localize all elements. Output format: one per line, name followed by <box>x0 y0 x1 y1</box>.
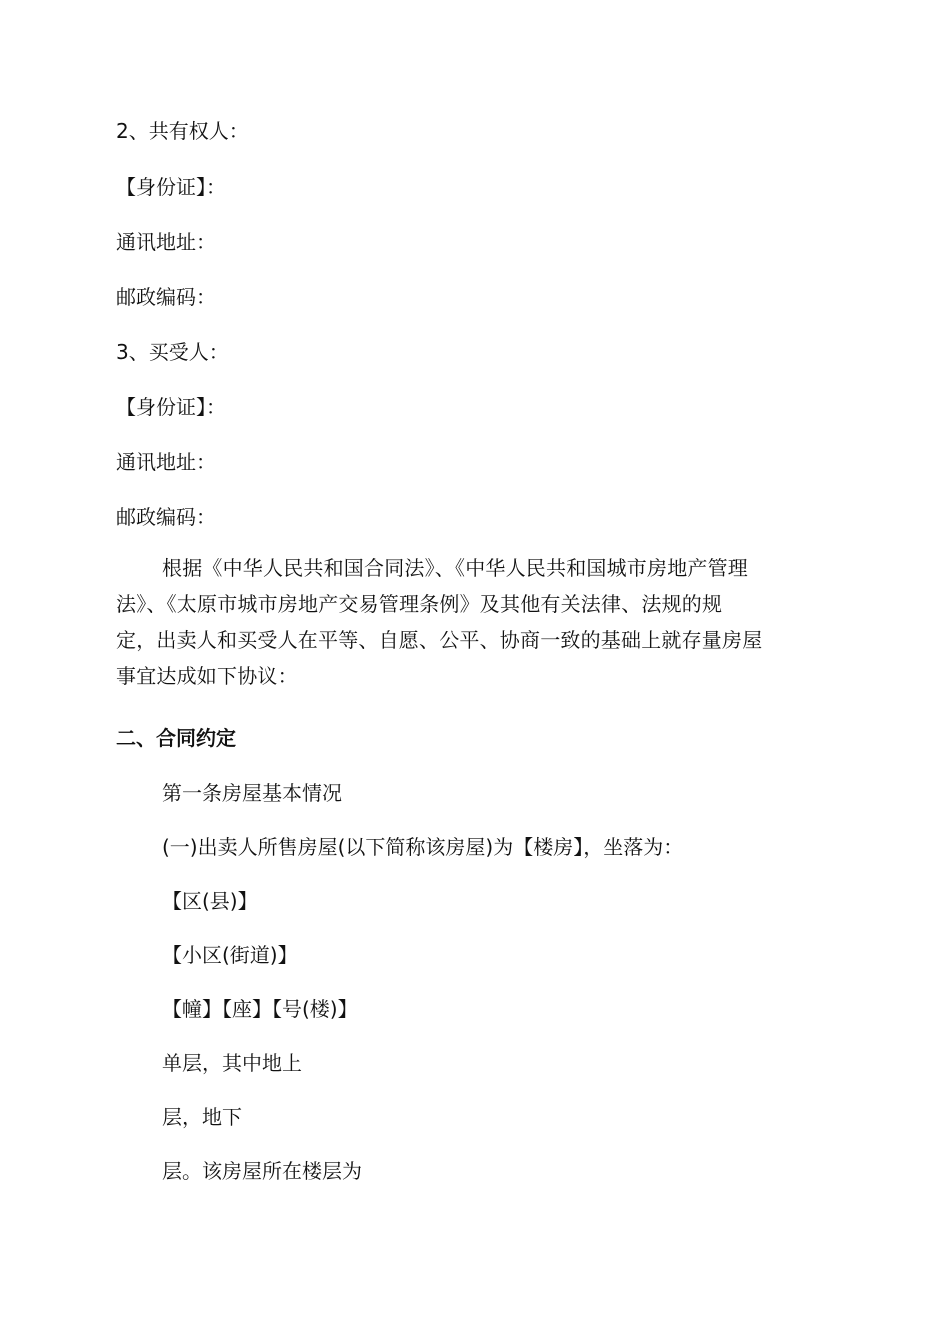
paragraph-line: 法》、《太原市城市房地产交易管理条例》及其他有关法律、法规的规 <box>116 592 723 616</box>
building-line: 【幢】【座】【号(楼)】 <box>162 997 358 1021</box>
community-line: 【小区(街道)】 <box>162 943 298 967</box>
buyer-id-label: 【身份证】： <box>116 395 226 419</box>
floor-location-line: 层。该房屋所在楼层为 <box>162 1159 362 1183</box>
co-owner-postcode-label: 邮政编码： <box>116 285 216 309</box>
co-owner-address-label: 通讯地址： <box>116 230 216 254</box>
legal-basis-paragraph <box>116 550 836 694</box>
paragraph-line: 根据《中华人民共和国合同法》、《中华人民共和国城市房地产管理 <box>162 556 748 580</box>
article-title: 第一条房屋基本情况 <box>162 781 342 805</box>
paragraph-line: 定，出卖人和买受人在平等、自愿、公平、协商一致的基础上就存量房屋 <box>116 628 763 652</box>
property-type-line: (一)出卖人所售房屋(以下简称该房屋)为【楼房】，坐落为： <box>162 835 684 859</box>
floors-above-line: 单层，其中地上 <box>162 1051 302 1075</box>
floors-below-line: 层，地下 <box>162 1105 242 1129</box>
co-owner-label: 2、共有权人： <box>116 119 249 143</box>
buyer-address-label: 通讯地址： <box>116 450 216 474</box>
district-line: 【区(县)】 <box>162 889 258 913</box>
buyer-postcode-label: 邮政编码： <box>116 505 216 529</box>
paragraph-line: 事宜达成如下协议： <box>116 664 298 688</box>
co-owner-id-label: 【身份证】： <box>116 175 226 199</box>
buyer-label: 3、买受人： <box>116 340 229 364</box>
section-heading: 二、合同约定 <box>116 726 236 750</box>
